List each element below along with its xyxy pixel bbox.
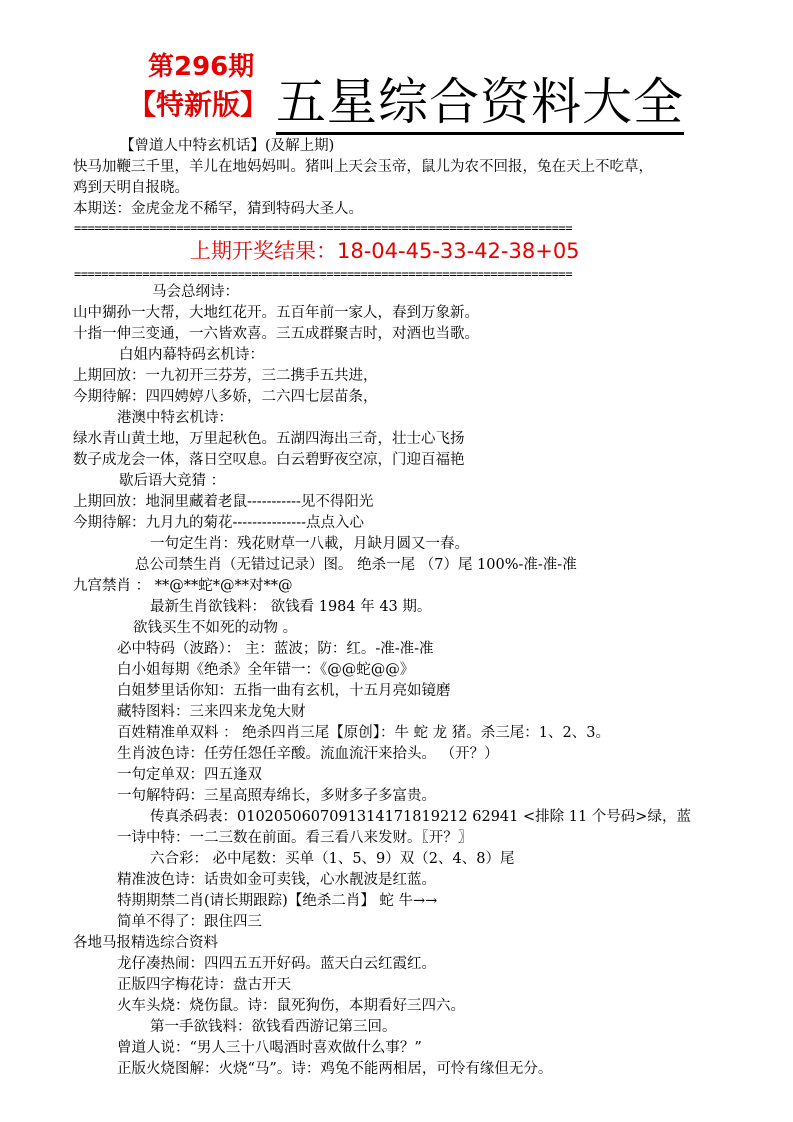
text-line: 最新生肖欲钱料： 欲钱看 1984 年 43 期。 [150, 599, 432, 615]
text-line: 欲钱买生不如死的动物 。 [133, 620, 298, 636]
text-line: 曾道人说：“男人三十八喝酒时喜欢做什么事？” [117, 1040, 422, 1056]
text-line: 九宫禁肖 ： **@**蛇*@**对**@ [73, 578, 293, 594]
text-line: 上期回放：地洞里藏着老鼠-----------见不得阳光 [73, 494, 374, 510]
intro-heading: 【曾道人中特玄机话】(及解上期) [120, 138, 335, 154]
text-line: 总公司禁生肖（无错过记录）图。 绝杀一尾 （7）尾 100%-准-准-准 [135, 557, 577, 573]
separator-line: ========================================================================= [74, 221, 573, 235]
text-line: 一句定单双：四五逢双 [117, 767, 262, 783]
text-line: 第一手欲钱料：欲钱看西游记第三回。 [150, 1019, 397, 1035]
text-line: 今期待解：九月九的菊花---------------点点入心 [73, 515, 364, 531]
text-line: 数子成龙会一体，落日空叹息。白云碧野夜空凉，门迎百福艳 [73, 452, 465, 468]
text-line: 传真杀码表：0102050607091314171819212 62941 <排除 11 个号码>绿，蓝 [150, 809, 691, 825]
text-line: 精准波色诗：话贵如金可卖钱，心水靓波是红蓝。 [117, 872, 436, 888]
section-heading: 歇后语大竞猜 ： [119, 473, 226, 489]
text-line: 正版火烧图解：火烧“马”。诗：鸡兔不能两相居，可怜有缘但无分。 [117, 1061, 553, 1077]
edition-label: 【特新版】 [128, 88, 269, 121]
section-heading: 港澳中特玄机诗： [117, 410, 233, 426]
intro-line: 鸡到天明自报晓。 [73, 180, 189, 196]
section-heading: 各地马报精选综合资料 [73, 935, 218, 951]
text-line: 六合彩： 必中尾数：买单（1、5、9）双（2、4、8）尾 [150, 851, 515, 867]
text-line: 十指一伸三变通，一六皆欢喜。三五成群聚吉时，对酒也当歌。 [73, 326, 479, 342]
text-line: 藏特图料：三来四来龙兔大财 [117, 704, 306, 720]
text-line: 必中特码（波路）： 主：蓝波；防：红。-准-准-准 [117, 641, 434, 657]
section-heading: 白姐内幕特码玄机诗： [119, 347, 264, 363]
intro-line: 本期送：金虎金龙不稀罕，猜到特码大圣人。 [73, 201, 363, 217]
text-line: 山中猢孙一大帮，大地红花开。五百年前一家人，春到万象新。 [73, 305, 479, 321]
page-title: 五星综合资料大全 [276, 74, 684, 135]
section-heading: 马会总纲诗： [152, 284, 239, 300]
text-line: 白姐梦里话你知：五指一曲有玄机，十五月亮如镜磨 [117, 683, 451, 699]
text-line: 正版四字梅花诗：盘古开天 [117, 977, 291, 993]
text-line: 白小姐每期《绝杀》全年错一：《@@蛇@@》 [117, 662, 415, 678]
text-line: 一句定生肖：残花财草一八載，月缺月圆又一春。 [150, 536, 469, 552]
text-line: 生肖波色诗：任劳任怨任辛酸。流血流汗来拾头。 （开？） [117, 746, 499, 762]
text-line: 一诗中特：一二三数在前面。看三看八来发财。〖开？〗 [117, 830, 473, 846]
text-line: 火车头烧：烧伤鼠。诗：鼠死狗伤，本期看好三四六。 [117, 998, 465, 1014]
text-line: 简单不得了：跟住四三 [117, 914, 262, 930]
last-result-numbers: 18-04-45-33-42-38+05 [337, 239, 580, 263]
text-line: 今期待解：四四娉婷八多娇，二六四七层苗条， [73, 389, 378, 405]
text-line: 龙仔凑热闹：四四五五开好码。蓝天白云红霞红。 [117, 956, 436, 972]
text-line: 一句解特码：三星高照寿绵长，多财多子多富贵。 [117, 788, 436, 804]
issue-number: 第296期 [148, 52, 255, 82]
document-body [0, 136, 793, 1080]
text-line: 绿水青山黄土地，万里起秋色。五湖四海出三奇，壮士心飞扬 [73, 431, 465, 447]
last-result [0, 236, 793, 266]
text-line: 特期期禁二肖(请长期跟踪)【绝杀二肖】 蛇 牛→→ [117, 893, 438, 909]
last-result-label: 上期开奖结果： [190, 239, 337, 263]
text-line: 上期回放：一九初开三芬芳，三二携手五共进， [73, 368, 378, 384]
intro-line: 快马加鞭三千里，羊儿在地妈妈叫。猪叫上天会玉帝，鼠儿为农不回报，兔在天上不吃草， [73, 159, 653, 175]
text-line: 百姓精准单双料 ： 绝杀四肖三尾【原创】：牛 蛇 龙 猪。杀三尾：1、2、3。 [117, 725, 610, 741]
separator-line: ========================================================================= [74, 267, 573, 281]
